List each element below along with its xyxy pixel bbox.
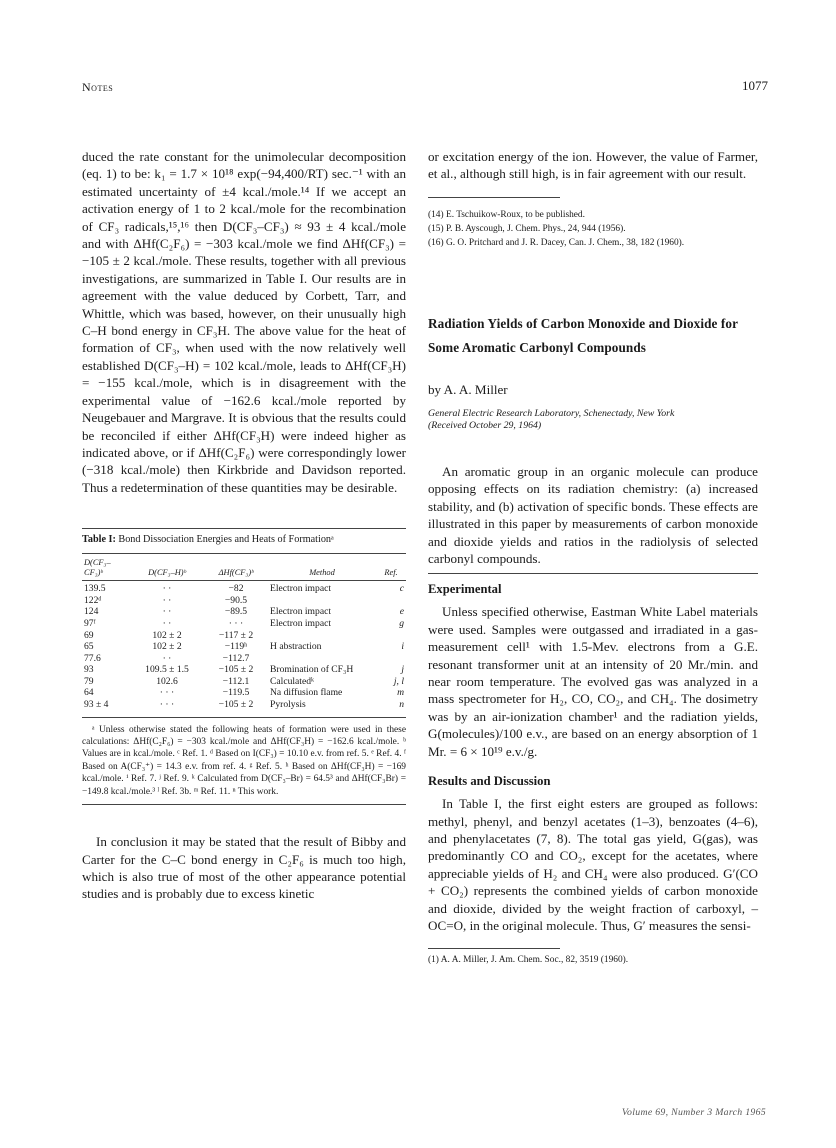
column-header: ΔHf(CF₃)ᵇ <box>218 568 254 578</box>
table-row <box>82 653 406 665</box>
body-paragraph: In Table I, the first eight esters are grouped as follows: methyl, phenyl, and benzyl acetates (1–3), benzoates (4–6), and phenylacetates (7, 8). The total gas yield, G(gas), was predominantly CO and CO₂, except for the acetates, where appreciable yields of H₂ and CH₄ were also produced. G′(CO + CO₂) represents the combined yields of carbon monoxide and dioxide, divided by the weight fraction of carboxyl, –OC=O, in the original molecule. Thus, G′ measures the sensi- <box>428 796 758 933</box>
bond-energy-table <box>82 558 406 711</box>
footnote-rule <box>428 948 560 949</box>
table-cell: −112.7 <box>222 652 250 664</box>
table-row <box>82 595 406 607</box>
table-cell: Electron impact <box>270 583 332 595</box>
table-row <box>82 606 406 618</box>
table-cell: j, l <box>393 675 404 687</box>
table-cell: · · · <box>228 617 244 629</box>
table-cell: 79 <box>84 675 94 687</box>
table-caption <box>82 533 406 547</box>
column-header: D(CF₃–CF₃)ᵇ <box>84 558 111 578</box>
table-cell: −105 ± 2 <box>218 699 254 711</box>
table-cell: 93 ± 4 <box>84 699 109 711</box>
table-cell: 109.5 ± 1.5 <box>145 664 189 676</box>
table-cell: · · <box>162 583 172 595</box>
table-cell: 65 <box>84 641 94 653</box>
table-cell: −105 ± 2 <box>218 664 254 676</box>
table-cell: c <box>399 583 404 595</box>
table-cell <box>376 653 406 665</box>
column-header: D(CF₃–H)ᵇ <box>148 568 186 578</box>
journal-footer: Volume 69, Number 3 March 1965 <box>621 1107 766 1118</box>
reference-item: (15) P. B. Ayscough, J. Chem. Phys., 24, 944 (1956). <box>428 223 626 234</box>
table-cell: m <box>397 687 404 699</box>
author-affiliation: General Electric Research Laboratory, Schenectady, New York <box>428 407 675 419</box>
abstract: An aromatic group in an organic molecule can produce opposing effects on its radiation chemistry: (a) increased stability, and (b) activation of specific bonds. These effects are illustrated in this paper by measurements of carbon monoxide and dioxide yields and ratios in the radiolysis of selected carbonyl compounds. <box>428 464 758 567</box>
table-cell: 93 <box>84 664 94 676</box>
column-header: Ref. <box>384 568 398 578</box>
table-cell: Na diffusion flame <box>270 687 343 699</box>
table-cell: 97ᶠ <box>84 617 96 629</box>
table-cell: n <box>399 699 404 711</box>
table-header-row <box>82 558 406 578</box>
left-column <box>82 148 406 903</box>
table-cell: −112.1 <box>222 675 250 687</box>
table-cell: · · · <box>159 699 175 711</box>
table-header-rule <box>82 553 406 554</box>
table-cell: −119ʰ <box>224 641 248 653</box>
table-cell: · · <box>162 617 172 629</box>
table-row <box>82 618 406 630</box>
table-cell: · · <box>162 594 172 606</box>
body-paragraph: or excitation energy of the ion. However, the value of Farmer, et al., although still high, is in fair agreement with our result. <box>428 149 758 182</box>
table-cell: −117 ± 2 <box>218 629 254 641</box>
table-row <box>82 699 406 711</box>
table-cell: · · · <box>159 687 175 699</box>
table-cell <box>268 630 376 642</box>
table-cell: 122ᵈ <box>84 594 102 606</box>
received-date: (Received October 29, 1964) <box>428 420 542 432</box>
table-cell: −89.5 <box>224 606 248 618</box>
table-title: Bond Dissociation Energies and Heats of Formationᵃ <box>118 534 334 546</box>
table-cell: Calculatedᵏ <box>270 675 315 687</box>
body-paragraph: duced the rate constant for the unimolecular decomposition (eq. 1) to be: k₁ = 1.7 × 10¹⁸ exp(−94,400/RT) sec.⁻¹ with an estimated uncertainty of ±4 kcal./mole.¹⁴ If we accept an activation energy of 1 to 2 kcal./mole for the recombination of CF₃ radicals,¹⁵,¹⁶ then D(CF₃–CF₃) ≈ 93 ± 4 kcal./mole and with ΔHf(C₂F₆) = −303 kcal./mole we find ΔHf(CF₃) = −105 ± 2 kcal./mole. These results, together with all previous investigations, are summarized in Table I. Our results are in agreement with the value deduced by Corbett, Tarr, and Whittle, which was based, however, on their unusually high C–H bond energy in CF₃H. The above value for the heat of formation of CF₃, when used with the now relatively well established D(CF₃–H) = 102 kcal./mole, leads to ΔHf(CF₃H) = −155 kcal./mole, which is in disagreement with the experimental value of −162.6 kcal./mole reported by Neugebauer and Margrave. It is obvious that the results could be reconciled if either ΔHf(CF₃H) were indeed higher as indicated above, or if ΔHf(C₂F₆) were correspondingly lower (−318 kcal./mole) then Kirkbride and Davidson reported. Thus a redetermination of these quantities may be desirable. <box>82 149 406 495</box>
page-number: 1077 <box>742 78 768 93</box>
reference-item: (14) E. Tschuikow-Roux, to be published. <box>428 209 585 220</box>
abstract-rule <box>428 573 758 574</box>
table-cell: H abstraction <box>270 641 322 653</box>
article-title: Radiation Yields of Carbon Monoxide and Dioxide for Some Aromatic Carbonyl Compounds <box>428 315 738 355</box>
table-cell: −119.5 <box>222 687 250 699</box>
table-cell: g <box>399 617 404 629</box>
table-row <box>82 583 406 595</box>
table-cell: e <box>399 606 404 618</box>
column-header: Method <box>309 568 335 578</box>
table-row <box>82 676 406 688</box>
table-cell: Electron impact <box>270 617 332 629</box>
table-cell: Pyrolysis <box>270 699 306 711</box>
table-cell: · · <box>162 606 172 618</box>
body-paragraph: Unless specified otherwise, Eastman White Label materials were used. Samples were outgassed and irradiated in a gas-measurement cell¹ with 1.5-Mev. electrons from a G.E. resonant transformer unit at an intensity of 20 Mr./min. and near room temperature. The evolved gas was analyzed in a mass spectrometer for H₂, CO, CO₂, and CH₄. The dosimetry was by an air-ionization chamber¹ and the radiation yields, G(molecules)/100 e.v., are based on an energy absorption of 1 Mr. = 6 × 10¹⁹ e.v./g. <box>428 604 758 759</box>
author-byline: by A. A. Miller <box>428 381 508 397</box>
table-row <box>82 641 406 653</box>
table-cell: Bromination of CF₃H <box>270 664 354 676</box>
table-end-rule <box>82 804 406 805</box>
table-cell: Electron impact <box>270 606 332 618</box>
table-cell: −82 <box>228 583 244 595</box>
table-cell: 124 <box>84 606 99 618</box>
reference-list <box>428 208 758 250</box>
reference-item: (1) A. A. Miller, J. Am. Chem. Soc., 82, 3519 (1960). <box>428 955 629 966</box>
table-cell <box>268 653 376 665</box>
table-cell: 69 <box>84 629 94 641</box>
table-cell <box>268 595 376 607</box>
table-footnote: ᵃ Unless otherwise stated the following heats of formation were used in these calculations: ΔHf(C₂F₆) = −303 kcal./mole and ΔHf(CF₃H) = −162.6 kcal./mole. ᵇ Values are in kcal./mole. ᶜ Ref. 1. ᵈ Based on I(CF₃) = 10.10 e.v. from ref. 5. ᵉ Ref. 4. ᶠ Based on A(CF₃⁺) = 14.3 e.v. from ref. 4. ᵍ Ref. 5. ʰ Based on ΔHf(CF₃H) = −169 kcal./mole. ⁱ Ref. 7. ʲ Ref. 9. ᵏ Calculated from D(CF₃–Br) = 64.5³ and ΔHf(CF₃Br) = −149.8 kcal./mole.³ ˡ Ref. 3b. ᵐ Ref. 11. ⁿ This work. <box>82 724 406 797</box>
table-cell: · · <box>162 652 172 664</box>
table-cell <box>376 630 406 642</box>
table-cell: 64 <box>84 687 94 699</box>
table-top-rule <box>82 528 406 529</box>
table-cell: 102 ± 2 <box>152 629 182 641</box>
table-bottom-rule <box>82 717 406 718</box>
table-row <box>82 664 406 676</box>
section-heading-results: Results and Discussion <box>428 774 551 789</box>
table-cell: 102.6 <box>156 675 178 687</box>
table-cell: 139.5 <box>84 583 106 595</box>
table-label: Table I: <box>82 534 116 546</box>
table-row <box>82 687 406 699</box>
reference-item: (16) G. O. Pritchard and J. R. Dacey, Can. J. Chem., 38, 182 (1960). <box>428 237 685 248</box>
section-heading-experimental: Experimental <box>428 582 502 597</box>
footnote-rule <box>428 197 560 198</box>
right-column <box>428 148 758 967</box>
table-subheader-rule <box>82 580 406 581</box>
table-row <box>82 630 406 642</box>
table-cell: −90.5 <box>224 594 248 606</box>
table-cell <box>376 595 406 607</box>
table-cell: 102 ± 2 <box>152 641 182 653</box>
table-cell: i <box>401 641 404 653</box>
body-paragraph: In conclusion it may be stated that the result of Bibby and Carter for the C–C bond energy in C₂F₆ is much too high, which is also true of most of the other appearance potential studies and is probably due to excess kinetic <box>82 834 406 902</box>
table-cell: j <box>401 664 404 676</box>
table-cell: 77.6 <box>84 652 101 664</box>
running-header: Notes <box>82 80 114 94</box>
